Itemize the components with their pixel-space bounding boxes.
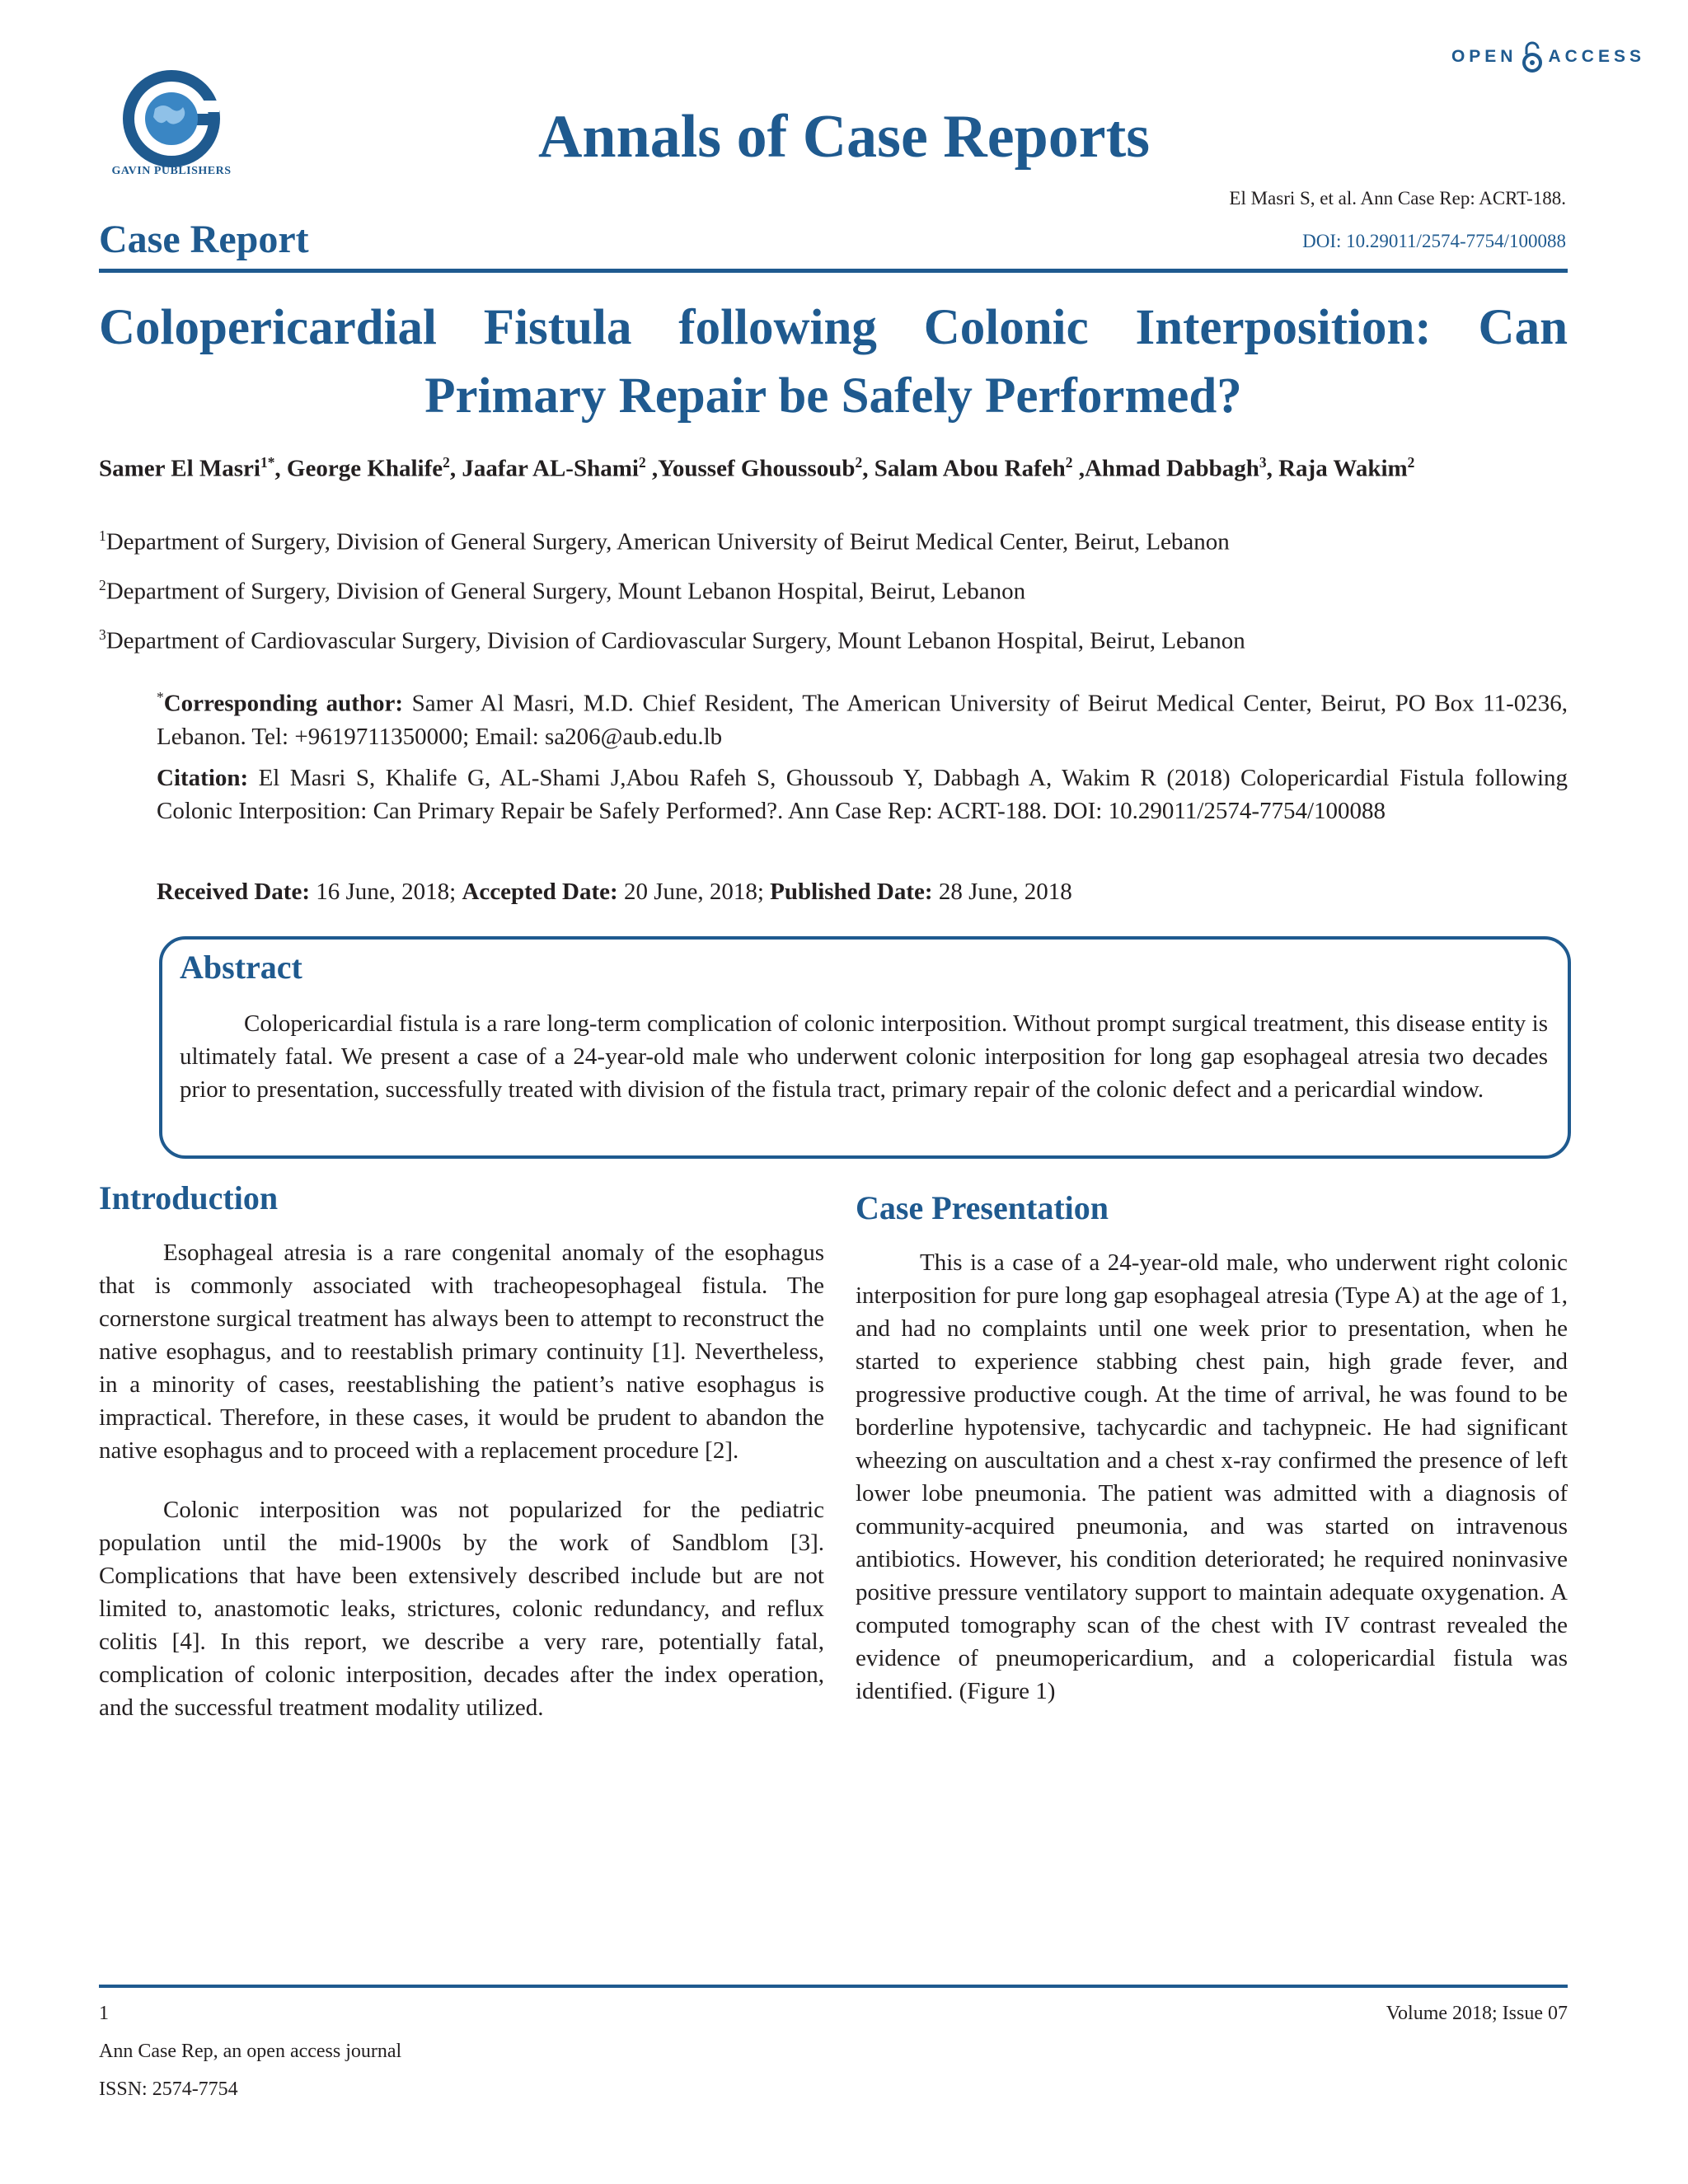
author-separator: , <box>645 455 659 482</box>
introduction-paragraph: Esophageal atresia is a rare congenital anomaly of the esophagus that is commonly associated with tracheopesophageal fistula. The cornerstone surgical treatment has always been to attempt to reconstruct the native esophagus, and to reestablish primary continuity [1]. Nevertheless, in a minority of cases, reestablishing the patient’s native esophagus is impractical. Therefore, in these cases, it would be prudent to abandon the native esophagus and to proceed with a replacement procedure [2]. <box>99 1240 824 1464</box>
case-presentation-body <box>856 1246 1568 1708</box>
introduction-paragraph: Colonic interposition was not popularized for the pediatric population until the mid-1900s by the work of Sandblom [3]. Complications that have been extensively described include but are not limited to, anastomotic leaks, strictures, colonic redundancy, and reflux colitis [4]. In this report, we describe a very rare, potentially fatal, complication of colonic interposition, decades after the index operation, and the successful treatment modality utilized. <box>99 1497 824 1721</box>
published-date: 28 June, 2018 <box>932 879 1072 905</box>
publisher-name: GAVIN PUBLISHERS <box>111 165 232 177</box>
volume-issue: Volume 2018; Issue 07 <box>1386 2003 1568 2024</box>
footer-journal: Ann Case Rep, an open access journal <box>99 2041 402 2062</box>
author-name: Jaafar AL-Shami <box>462 455 639 482</box>
author-name: George Khalife <box>286 455 443 482</box>
received-label: Received Date: <box>157 879 310 905</box>
author-affiliation-mark: 2 <box>1065 454 1073 471</box>
open-access-right: ACCESS <box>1548 47 1645 66</box>
open-lock-icon <box>1520 41 1545 73</box>
article-type-label: Case Report <box>99 218 309 261</box>
author-name: Samer El Masri <box>99 455 260 482</box>
affiliation-1 <box>99 527 1568 556</box>
affiliation-number: 3 <box>99 626 106 643</box>
author-name: Salam Abou Rafeh <box>874 455 1066 482</box>
affiliation-text: Department of Surgery, Division of General Surgery, American University of Beirut Medical Center, Beirut, Lebanon <box>106 528 1230 555</box>
affiliation-number: 1 <box>99 527 106 544</box>
abstract-text <box>180 1007 1548 1106</box>
abstract-heading: Abstract <box>180 949 302 986</box>
author-affiliation-mark: 3 <box>1259 454 1267 471</box>
footer-divider <box>99 1985 1568 1988</box>
affiliation-3 <box>99 626 1568 655</box>
journal-title: Annals of Case Reports <box>537 103 1151 171</box>
published-label: Published Date: <box>770 879 933 905</box>
author-separator: , <box>1266 455 1279 482</box>
article-title: Colopericardial Fistula following Colonic Interposition: Can Primary Repair be Safely Performed? <box>99 300 1568 424</box>
accepted-date: 20 June, 2018; <box>617 879 771 905</box>
affiliation-number: 2 <box>99 577 106 593</box>
author-affiliation-mark: 2 <box>855 454 863 471</box>
author-affiliation-mark: 2 <box>1407 454 1415 471</box>
author-separator: , <box>1072 455 1085 482</box>
open-access-badge <box>1451 41 1645 73</box>
author-affiliation-mark: 2 <box>638 454 646 471</box>
author-affiliation-mark: 2 <box>443 454 450 471</box>
corresponding-mark: * <box>157 689 164 705</box>
article-dates <box>157 875 1568 908</box>
accepted-label: Accepted Date: <box>462 879 618 905</box>
author-separator: , <box>274 455 287 482</box>
case-presentation-heading: Case Presentation <box>856 1189 1109 1226</box>
header-citation: El Masri S, et al. Ann Case Rep: ACRT-188. <box>1229 188 1566 209</box>
author-separator: , <box>862 455 874 482</box>
author-affiliation-mark: 1* <box>260 454 275 471</box>
author-name: Raja Wakim <box>1278 455 1408 482</box>
footer-issn: ISSN: 2574-7754 <box>99 2079 238 2100</box>
citation <box>157 762 1568 827</box>
introduction-heading: Introduction <box>99 1179 279 1216</box>
corresponding-text: Samer Al Masri, M.D. Chief Resident, The American University of Beirut Medical Center, Beirut, PO Box 11-0236, Lebanon. Tel: +9619711350000; Email: sa206@aub.edu.lb <box>157 690 1568 750</box>
abstract-paragraph: Colopericardial fistula is a rare long-term complication of colonic interposition. Without prompt surgical treatment, this disease entity is ultimately fatal. We present a case of a 24-year-old male who underwent colonic interposition for long gap esophageal atresia two decades prior to presentation, successfully treated with division of the fistula tract, primary repair of the colonic defect and a pericardial window. <box>180 1010 1548 1103</box>
corresponding-author <box>157 681 1568 753</box>
corresponding-label: Corresponding author: <box>163 690 404 717</box>
case-presentation-paragraph: This is a case of a 24-year-old male, who underwent right colonic interposition for pure long gap esophageal atresia (Type A) at the age of 1, and had no complaints until one week prior to presentation, when he started to experience stabbing chest pain, high grade fever, and progressive productive cough. At the time of arrival, he was found to be borderline hypotensive, tachycardic and tachypneic. He had significant wheezing on auscultation and a chest x-ray confirmed the presence of left lower lobe pneumonia. The patient was admitted with a diagnosis of community-acquired pneumonia, and was started on intravenous antibiotics. However, his condition deteriorated; he required noninvasive positive pressure ventilatory support to maintain adequate oxygenation. A computed tomography scan of the chest with IV contrast revealed the evidence of pneumopericardium, and a colopericardial fistula was identified. (Figure 1) <box>856 1249 1568 1704</box>
affiliation-2 <box>99 577 1568 606</box>
citation-label: Citation: <box>157 765 249 791</box>
author-name: Youssef Ghoussoub <box>658 455 856 482</box>
page-number: 1 <box>99 2003 109 2024</box>
author-name: Ahmad Dabbagh <box>1084 455 1259 482</box>
header-doi-link[interactable]: DOI: 10.29011/2574-7754/100088 <box>1302 231 1566 251</box>
affiliation-text: Department of Cardiovascular Surgery, Division of Cardiovascular Surgery, Mount Lebanon Hospital, Beirut, Lebanon <box>106 627 1245 654</box>
introduction-body <box>99 1236 824 1724</box>
citation-text: El Masri S, Khalife G, AL-Shami J,Abou Rafeh S, Ghoussoub Y, Dabbagh A, Wakim R (2018) Colopericardial Fistula following Colonic Interposition: Can Primary Repair be Safely Performed?. Ann Case Rep: ACRT-188. DOI: 10.29011/2574-7754/100088 <box>157 765 1568 824</box>
open-access-left: OPEN <box>1451 47 1517 66</box>
affiliation-text: Department of Surgery, Division of General Surgery, Mount Lebanon Hospital, Beirut, Lebanon <box>106 578 1026 605</box>
author-list <box>99 445 1568 486</box>
received-date: 16 June, 2018; <box>310 879 462 905</box>
header-divider <box>99 269 1568 273</box>
author-separator: , <box>449 455 462 482</box>
